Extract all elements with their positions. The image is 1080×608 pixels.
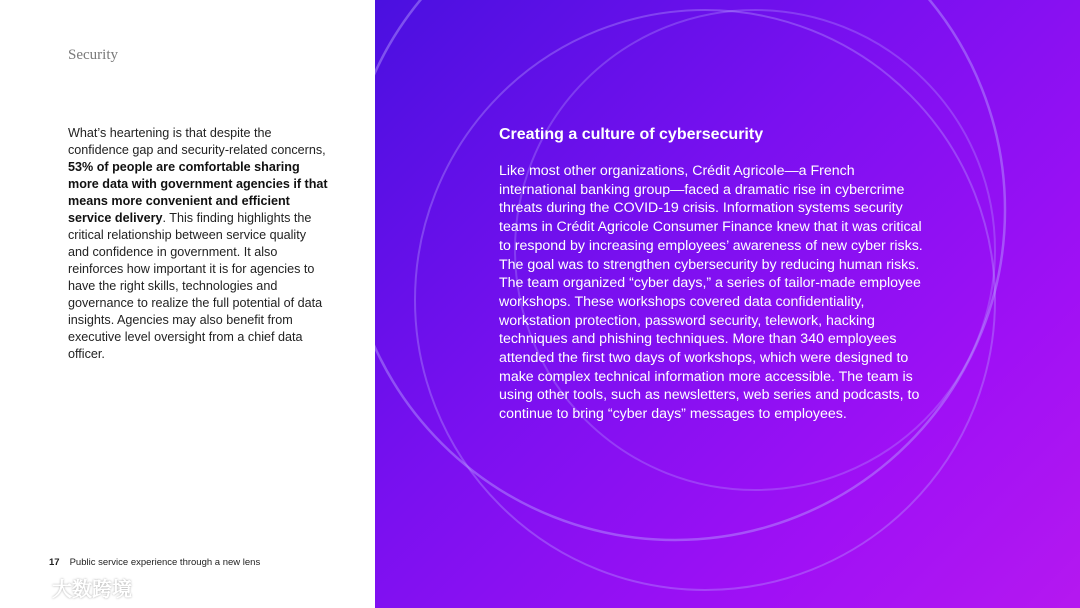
watermark-text: 大数跨境 (52, 579, 132, 601)
section-label: Security (68, 47, 118, 63)
paragraph-text-start: What’s heartening is that despite the confidence gap and security-related concerns, (68, 126, 326, 157)
watermark (8, 573, 132, 602)
watermark-logo-icon (8, 575, 48, 601)
paragraph-text-end: . This finding highlights the critical relationship between service quality and confidence in government. It also reinforces how important it is for agencies to have the right skills, technologies and governance to realize the full potential of data insights. Agencies may also benefit from executive level oversight from a chief data officer. (68, 211, 323, 361)
callout-title: Creating a culture of cybersecurity (499, 126, 764, 143)
left-body-paragraph (68, 125, 330, 363)
callout-panel (375, 0, 1080, 608)
left-panel (0, 0, 375, 608)
page-number: 17 (49, 557, 60, 568)
footer-title: Public service experience through a new lens (69, 557, 261, 568)
callout-body: Like most other organizations, Crédit Agricole—a French international banking group—faced a dramatic rise in cybercrime threats during the COVID-19 crisis. Information systems security teams in Crédit Agricole Consumer Finance knew that it was critical to respond by increasing employees’ awareness of new cyber risks. The goal was to strengthen cybersecurity by reducing human risks. The team organized “cyber days,” a series of tailor-made employee workshops. These workshops covered data confidentiality, workstation protection, password security, telework, hacking techniques and phishing techniques. More than 340 employees attended the first two days of workshops, which were designed to make complex technical information more accessible. The team is using other tools, such as newsletters, web series and podcasts, to continue to bring “cyber days” messages to employees. (499, 163, 923, 423)
page-footer (49, 557, 260, 568)
paragraph-highlight: 53% of people are comfortable sharing more data with government agencies if that means more convenient and efficient service delivery (68, 160, 328, 225)
